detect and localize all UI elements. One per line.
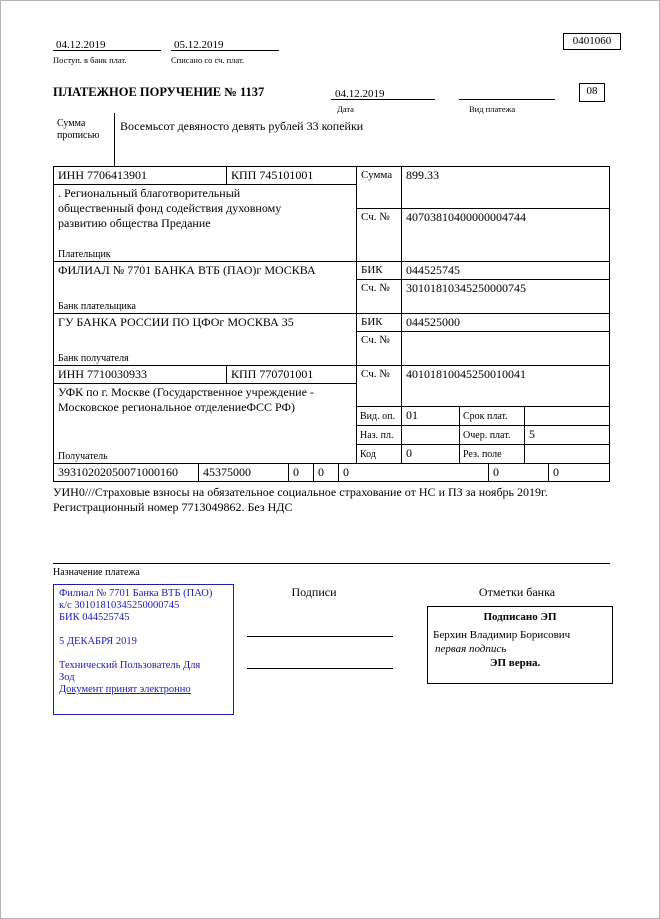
doc-date-field: [331, 84, 435, 100]
payer-bank-account-cell: 30101810345250000745: [402, 280, 610, 314]
esign-valid-label: ЭП верна.: [490, 657, 541, 669]
debited-date: 05.12.2019: [174, 39, 224, 51]
requisites-table: [53, 166, 610, 482]
payee-cell: [54, 384, 357, 464]
purpose-line: [53, 552, 610, 564]
ocher-plat-cell: 5: [525, 426, 610, 445]
payer-bank-name: ФИЛИАЛ № 7701 БАНКА ВТБ (ПАО)г МОСКВА: [58, 263, 316, 277]
kod-cell: 0: [402, 445, 460, 464]
amount-in-words: Восемьсот девяносто девять рублей 33 копейки: [120, 119, 364, 133]
purpose-text: УИН0///Страховые взносы на обязательное социальное страхование от НС и ПЗ за ноябрь 2019г. Регистрационный номер 7713049862. Без НДС: [53, 485, 548, 514]
srok-plat-cell: [525, 407, 610, 426]
form-code-box: 0401060: [563, 33, 621, 50]
esign-box: [427, 606, 613, 684]
stamp-line: БИК 044525745: [59, 612, 130, 623]
payee-inn-cell: ИНН 7710030933: [54, 366, 227, 384]
payee-bank-account-label-cell: Сч. №: [357, 332, 402, 366]
payer-bank-cell: [54, 262, 357, 314]
rez-pole-cell: [525, 445, 610, 464]
stamp-line: к/с 30101810345250000745: [59, 600, 180, 611]
status-code-box: 08: [579, 83, 605, 102]
amount-words-label-2: прописью: [57, 130, 100, 141]
received-date-field: [53, 35, 161, 51]
rez-pole-label-cell: Рез. поле: [460, 445, 525, 464]
esign-signed-label: Подписано ЭП: [483, 611, 557, 623]
payer-kpp-cell: КПП 745101001: [227, 167, 357, 185]
purpose-label: Назначение платежа: [53, 567, 140, 578]
oktmo-cell: 45375000: [199, 464, 289, 482]
payee-section-label: Получатель: [58, 451, 108, 462]
payment-type-cell: 0: [553, 465, 559, 479]
stamp-line: Зод: [59, 672, 75, 683]
payee-name: УФК по г. Москве (Государственное учреждение - Московское региональное отделениеФСС РФ): [58, 385, 314, 414]
payee-bank-cell: [54, 314, 357, 366]
doc-date-cell: 0: [489, 464, 549, 482]
doc-number-cell: 0: [339, 464, 489, 482]
esign-signer-role: первая подпись: [435, 643, 507, 655]
amount-words-label-1: Сумма: [57, 118, 86, 129]
payee-bank-account-cell: [402, 332, 610, 366]
payer-section-label: Плательщик: [58, 249, 111, 260]
payment-kind-field: [459, 84, 555, 100]
payer-name: . Региональный благотворительный общественный фонд содействия духовному развитию общества Предание: [58, 186, 282, 230]
bank-marks-label: Отметки банка: [478, 585, 556, 599]
kod-label-cell: Код: [357, 445, 402, 464]
payee-bank-section-label: Банк получателя: [58, 353, 129, 364]
received-date-label: Поступ. в банк плат.: [53, 55, 127, 65]
ocher-plat-label-cell: Очер. плат.: [460, 426, 525, 445]
payer-cell: [54, 185, 357, 262]
payment-kind-label: Вид платежа: [469, 104, 516, 114]
payee-kpp-cell: КПП 770701001: [227, 366, 357, 384]
payee-bank-name: ГУ БАНКА РОССИИ ПО ЦФОг МОСКВА 35: [58, 315, 294, 329]
debited-date-label: Списано со сч. плат.: [171, 55, 245, 65]
period-cell: 0: [314, 464, 339, 482]
signatures-label: Подписи: [291, 585, 337, 599]
payer-bank-bik-label-cell: БИК: [357, 262, 402, 280]
doc-date-label: Дата: [337, 104, 354, 114]
bank-stamp: [53, 584, 234, 715]
payer-inn-cell: ИНН 7706413901: [54, 167, 227, 185]
payee-bank-bik-cell: 044525000: [402, 314, 610, 332]
payer-bank-section-label: Банк плательщика: [58, 301, 136, 312]
kbk-cell: 39310202050071000160: [54, 464, 199, 482]
basis-cell: 0: [289, 464, 314, 482]
doc-date: 04.12.2019: [335, 88, 385, 100]
vid-op-cell: 01: [402, 407, 460, 426]
debited-date-field: [171, 35, 279, 51]
naz-pl-label-cell: Наз. пл.: [357, 426, 402, 445]
amount-words-divider: [114, 113, 115, 166]
vid-op-label-cell: Вид. оп.: [357, 407, 402, 426]
signature-line-2: [247, 657, 393, 669]
naz-pl-cell: [402, 426, 460, 445]
srok-plat-label-cell: Срок плат.: [460, 407, 525, 426]
stamp-line: Филиал № 7701 Банка ВТБ (ПАО): [59, 588, 213, 599]
payer-bank-bik-cell: 044525745: [402, 262, 610, 280]
signature-line-1: [247, 625, 393, 637]
received-date: 04.12.2019: [56, 39, 106, 51]
stamp-line: Технический Пользователь Для: [59, 660, 201, 671]
payer-account-cell: 40703810400000004744: [402, 209, 610, 262]
sum-label-cell: Сумма: [357, 167, 402, 209]
payer-bank-account-label-cell: Сч. №: [357, 280, 402, 314]
payee-bank-bik-label-cell: БИК: [357, 314, 402, 332]
sum-value-cell: 899.33: [402, 167, 610, 209]
document-title: ПЛАТЕЖНОЕ ПОРУЧЕНИЕ № 1137: [53, 85, 265, 99]
payee-account-cell: 40101810045250010041: [402, 366, 610, 407]
payer-account-label-cell: Сч. №: [357, 209, 402, 262]
esign-signer-name: Берхин Владимир Борисович: [433, 629, 571, 641]
stamp-line: 5 ДЕКАБРЯ 2019: [59, 636, 137, 647]
payee-account-label-cell: Сч. №: [357, 366, 402, 407]
stamp-line: Документ принят электронно: [59, 684, 191, 695]
